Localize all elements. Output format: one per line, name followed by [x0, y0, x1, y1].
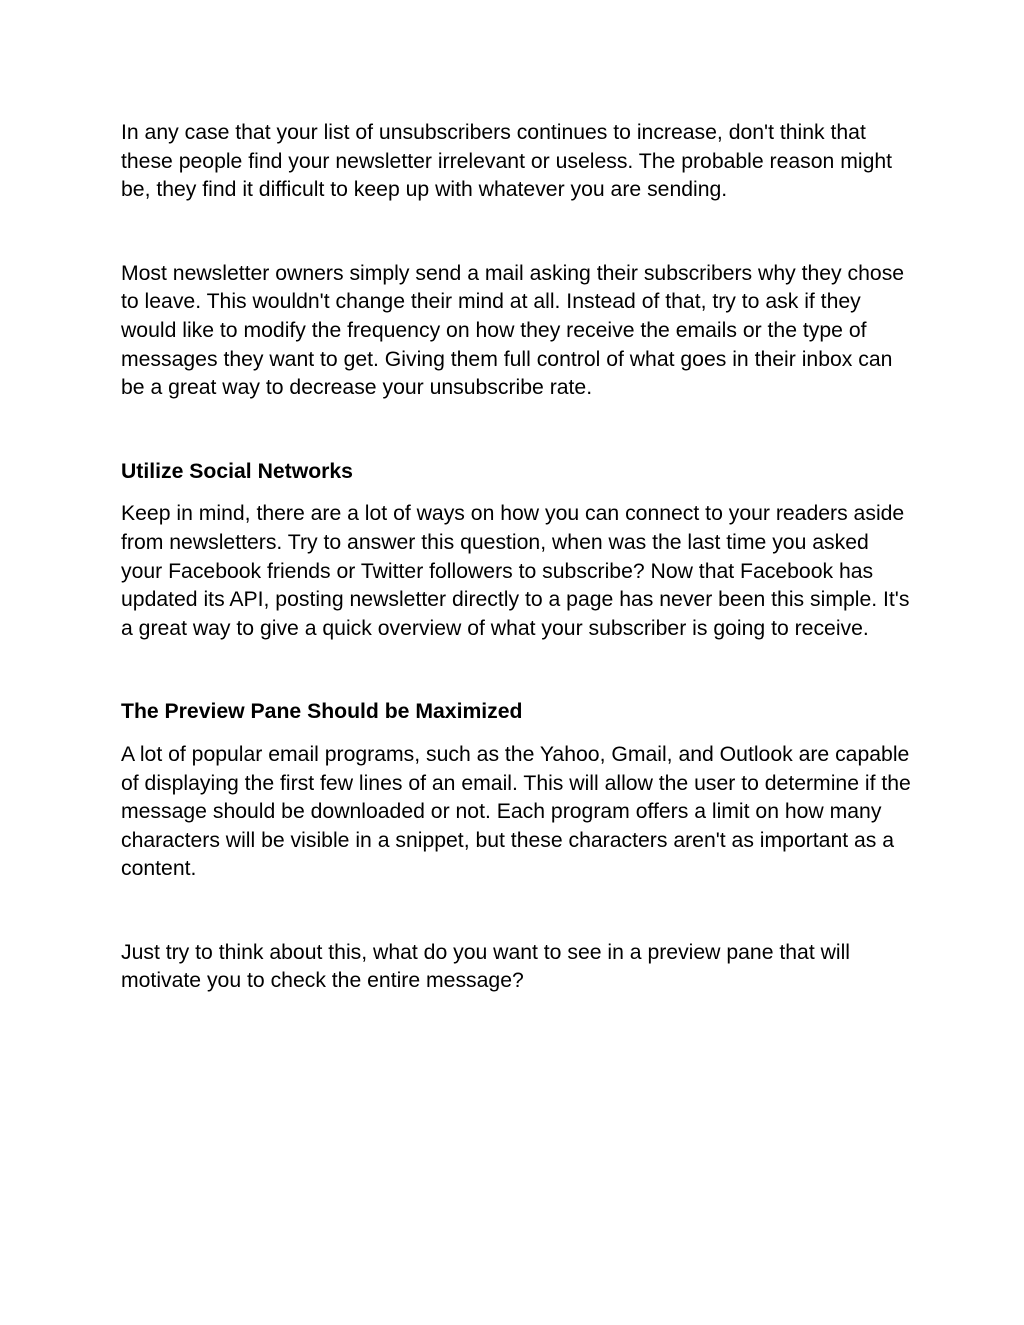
paragraph-email-programs: A lot of popular email programs, such as the Yahoo, Gmail, and Outlook are capable of displaying the first few lines of an email. This will allow the user to determine if the message should be downloaded or not. Each program offers a limit on how many characters will be visible in a snippet, but these characters aren't as important as a content. [121, 742, 911, 881]
paragraph-preview-question: Just try to think about this, what do you want to see in a preview pane that will motivate you to check the entire message? [121, 940, 851, 993]
heading-preview-pane: The Preview Pane Should be Maximized [121, 700, 523, 724]
paragraph-unsubscribers: In any case that your list of unsubscribers continues to increase, don't think that these people find your newsletter irrelevant or useless. The probable reason might be, they find it difficult to keep up with whatever you are sending. [121, 121, 893, 202]
paragraph-newsletter-owners: Most newsletter owners simply send a mail asking their subscribers why they chose to leave. This wouldn't change their mind at all. Instead of that, try to ask if they would like to modify the frequency on how they receive the emails or the type of messages they want to get. Giving them full control of what goes in their inbox can be a great way to decrease your unsubscribe rate. [121, 261, 905, 400]
heading-utilize-social-networks: Utilize Social Networks [121, 459, 353, 483]
document-page [121, 119, 911, 996]
paragraph-social-networks: Keep in mind, there are a lot of ways on how you can connect to your readers aside from newsletters. Try to answer this question, when was the last time you asked your Facebook friends or Twitter followers to subscribe? Now that Facebook has updated its API, posting newsletter directly to a page has never been this simple. It's a great way to give a quick overview of what your subscriber is going to receive. [121, 502, 910, 640]
